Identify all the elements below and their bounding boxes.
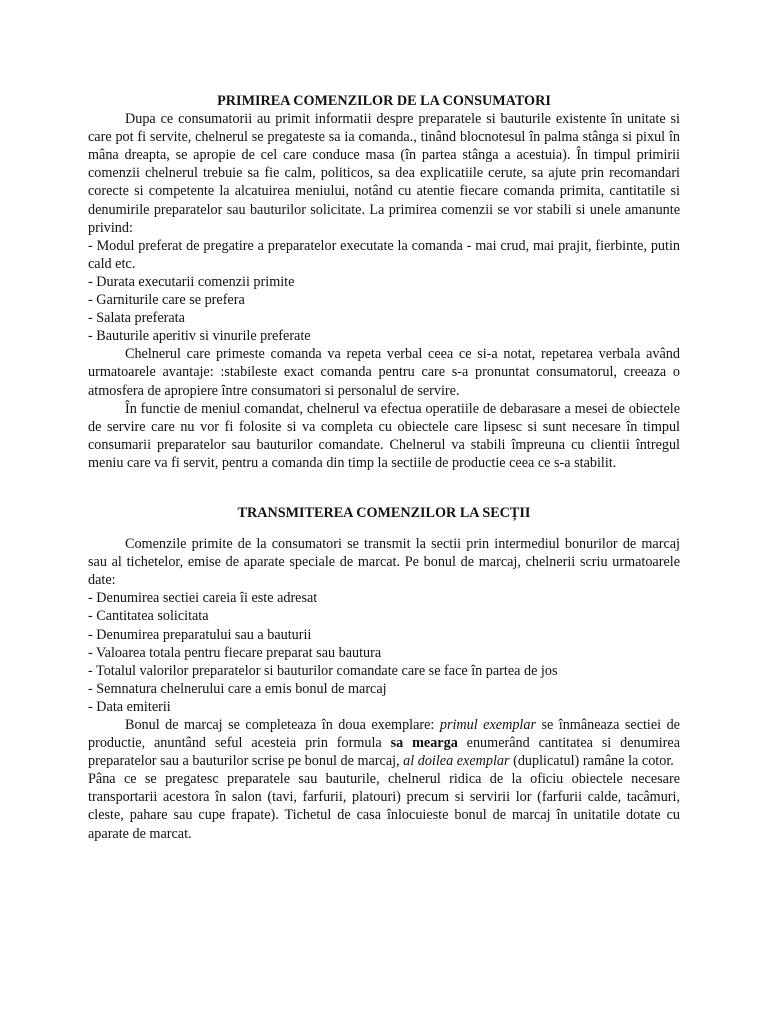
list-item: - Salata preferata [88, 310, 185, 327]
section1-intro: Dupa ce consumatorii au primit informatii despre preparatele si bauturile existente în unitate si care pot fi servite, chelnerul se pregateste sa ia comanda., tinând blocnotesul în palma stânga si pixul în mâna dreapta, se apropie de cel care conduce masa (în partea stânga a acestuia). În timpul primirii comenzii chelnerul trebuie sa fie calm, politicos, sa dea explicatiile cerute, sa ajute prin recomandari corecte si competente la alcatuirea meniului, notând cu atentie fiecare comanda primita, cantitatile si denumirile preparatelor sau bauturilor solicitate. La primirea comenzii se vor stabili si unele amanunte privind: [88, 111, 680, 236]
list-item: - Data emiterii [88, 698, 171, 715]
section2-paragraph-2 [88, 716, 680, 770]
list-item: - Modul preferat de pregatire a preparatelor executate la comanda - mai crud, mai prajit, fierbinte, putin cald etc. [88, 237, 680, 272]
list-item: - Durata executarii comenzii primite [88, 273, 295, 290]
text-run: enumerând cantitatea si denumirea preparatelor sau a bauturilor scrise pe bonul de marcaj, [88, 735, 680, 770]
list-item: - Denumirea preparatului sau a bauturii [88, 626, 312, 643]
italic-primul-exemplar: primul exemplar [439, 717, 536, 733]
list-item: - Denumirea sectiei careia îi este adresat [88, 590, 318, 607]
section2-paragraph-3: Pâna ce se pregatesc preparatele sau bauturile, chelnerul ridica de la oficiu obiectele necesare transportarii acestora în salon (tavi, farfurii, platouri) precum si servirii lor (farfurii calde, tacâmuri, cleste, pahare sau cupe frapate). Tichetul de casa înlocuieste bonul de marcaj în unitatile dotate cu aparate de marcat. [88, 771, 680, 842]
list-item: - Bauturile aperitiv si vinurile preferate [88, 328, 311, 345]
text-run: Bonul de marcaj se completeaza în doua exemplare: [125, 717, 440, 733]
italic-al-doilea-exemplar: al doilea exemplar [403, 753, 510, 770]
list-item: - Valoarea totala pentru fiecare preparat sau bautura [88, 644, 382, 661]
section-title-primirea: PRIMIREA COMENZILOR DE LA CONSUMATORI [217, 93, 551, 109]
section1-paragraph-2: Chelnerul care primeste comanda va repeta verbal ceea ce si-a notat, repetarea verbala având urmatoarele avantaje: :stabileste exact comanda pentru care s-a pronuntat consumatorul, creeaza o atmosfera de apropiere între consumatori si personalul de servire. [88, 346, 680, 399]
list-item: - Garniturile care se prefera [88, 292, 245, 309]
text-run: (duplicatul) ramâne la cotor. [509, 753, 674, 770]
list-item: - Semnatura chelnerului care a emis bonul de marcaj [88, 680, 387, 697]
text-run: se înmâneaza sectiei de productie, anuntând seful acesteia prin formula [88, 717, 680, 752]
section-title-transmiterea: TRANSMITEREA COMENZILOR LA SECȚII [237, 504, 531, 521]
list-item: - Cantitatea solicitata [88, 608, 209, 625]
bold-sa-mearga: sa mearga [390, 735, 458, 752]
section1-paragraph-3: În functie de meniul comandat, chelnerul va efectua operatiile de debarasare a mesei de obiectele de servire care nu vor fi folosite si va completa cu obiectele care lipsesc si sunt necesare în timpul consumarii preparatelor sau bauturilor comandate. Chelnerul va stabili împreuna cu clientii întregul meniu care va fi servit, pentru a comanda din timp la sectiile de productie ceea ce s-a stabilit. [88, 400, 680, 471]
section2-intro: Comenzile primite de la consumatori se transmit la sectii prin intermediul bonurilor de marcaj sau al tichetelor, emise de aparate speciale de marcat. Pe bonul de marcaj, chelnerii scriu urmatoarele date: [88, 536, 680, 589]
list-item: - Totalul valorilor preparatelor si bauturilor comandate care se face în partea de jos [88, 662, 558, 679]
